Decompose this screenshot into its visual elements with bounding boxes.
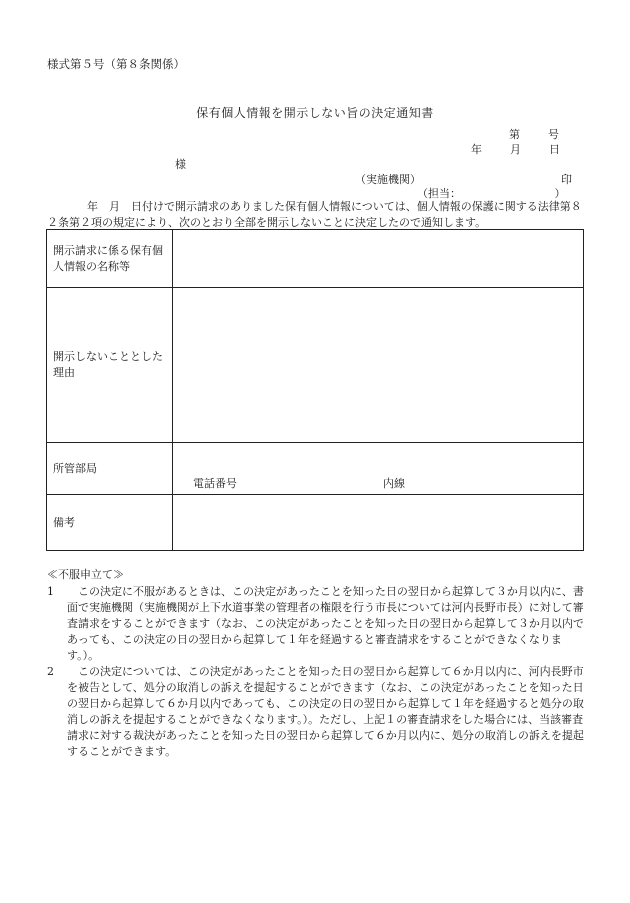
date-line	[471, 141, 560, 157]
addressee-suffix: 様	[175, 158, 186, 171]
day-label: 日	[549, 143, 560, 156]
extension-label: 内線	[383, 477, 405, 490]
month-label: 月	[510, 143, 521, 156]
list-item	[47, 664, 585, 760]
body-text-content: 年 月 日付けで開示請求のありました保有個人情報については、個人情報の保護に関する法律第８２条第２項の規定により、次のとおり全部を開示しないことに決定したので通知します。	[47, 200, 582, 229]
note-text: この決定については、この決定があったことを知った日の翌日から起算して６か月以内に、河内長野市を被告として、処分の取消しの訴えを提起することができます（なお、この決定があったことを知った日の翌日から起算して６か月以内であっても、この決定の日の翌日から起算して１年を経過すると処分の取消しの訴えを提起することができなくなります。）。ただし、上記１の審査請求をした場合には、当該審査請求に対する裁決があったことを知った日の翌日から起算して６か月以内に、処分の取消しの訴えを提起することができます。	[67, 665, 584, 758]
dai-label: 第	[509, 128, 520, 141]
reason-field[interactable]	[173, 288, 584, 443]
department-field[interactable]	[173, 443, 584, 495]
decision-table	[46, 229, 584, 551]
info-name-field[interactable]	[173, 230, 584, 288]
body-text	[47, 199, 585, 231]
list-item	[47, 584, 585, 664]
page-title: 保有個人情報を開示しない旨の決定通知書	[196, 106, 434, 120]
notes-heading: ≪不服申立て≫	[47, 568, 124, 581]
appeal-notes	[47, 567, 585, 760]
person-in-charge: （担当： ）	[417, 187, 566, 200]
seal-label: 印	[561, 173, 572, 186]
department-label: 所管部局	[47, 443, 173, 495]
remarks-label: 備考	[47, 495, 173, 551]
year-label: 年	[471, 143, 482, 156]
form-number: 様式第５号（第８条関係）	[47, 57, 185, 71]
note-text: この決定に不服があるときは、この決定があったことを知った日の翌日から起算して３か月以内に、書面で実施機関（実施機関が上下水道事業の管理者の権限を行う市長については河内長野市長）に対して審査請求をすることができます（なお、この決定があったことを知った日の翌日から起算して３か月以内であっても、この決定の日の翌日から起算して１年を経過すると審査請求をすることができなくなります。）。	[67, 585, 584, 662]
table-row	[47, 443, 584, 495]
reason-label: 開示しないこととした理由	[47, 288, 173, 443]
note-number: 1	[47, 585, 54, 598]
info-name-label: 開示請求に係る保有個人情報の名称等	[47, 230, 173, 288]
table-row	[47, 230, 584, 288]
table-row	[47, 495, 584, 551]
document-number	[509, 126, 559, 142]
phone-label: 電話番号	[193, 477, 237, 490]
organization-label: （実施機関）	[355, 173, 421, 186]
table-row	[47, 288, 584, 443]
go-label: 号	[548, 128, 559, 141]
remarks-field[interactable]	[173, 495, 584, 551]
note-number: 2	[47, 665, 54, 678]
